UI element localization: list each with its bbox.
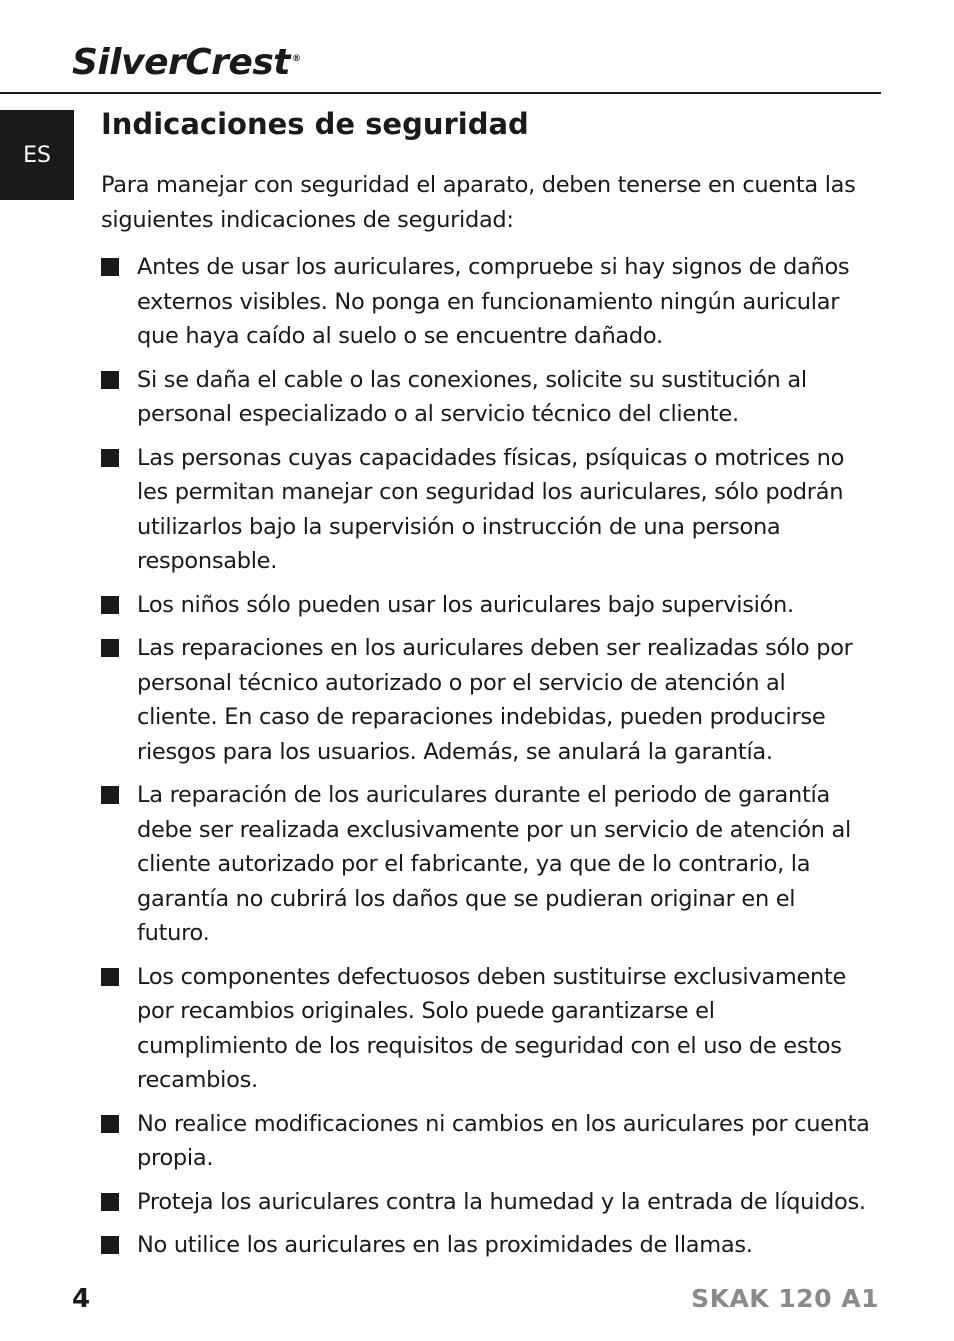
- square-bullet-icon: [101, 639, 119, 657]
- square-bullet-icon: [101, 258, 119, 276]
- list-item: [101, 363, 871, 432]
- page-title: Indicaciones de seguridad: [101, 107, 529, 141]
- model-code: SKAK 120 A1: [691, 1284, 879, 1313]
- safety-list: [101, 250, 871, 1263]
- main-content: [101, 104, 871, 1272]
- language-tab: [0, 110, 74, 200]
- list-item: [101, 778, 871, 951]
- trademark-symbol: ®: [291, 54, 301, 64]
- language-tab-label: ES: [23, 142, 51, 168]
- list-item-text: Los componentes defectuosos deben sustituirse exclusivamente por recambios originales. Solo puede garantizarse el cumplimiento de los requisitos de seguridad con el uso de estos recambios.: [137, 963, 847, 1093]
- page-number: 4: [72, 1284, 91, 1314]
- square-bullet-icon: [101, 968, 119, 986]
- list-item: [101, 1107, 871, 1176]
- square-bullet-icon: [101, 1115, 119, 1133]
- square-bullet-icon: [101, 371, 119, 389]
- square-bullet-icon: [101, 449, 119, 467]
- list-item-text: Las personas cuyas capacidades físicas, psíquicas o motrices no les permitan manejar con seguridad los auriculares, sólo podrán utilizarlos bajo la supervisión o instrucción de una persona responsable.: [137, 444, 845, 574]
- list-item-text: La reparación de los auriculares durante el periodo de garantía debe ser realizada exclusivamente por un servicio de atención al cliente autorizado por el fabricante, ya que de lo contrario, la garantía no cubrirá los daños que se pudieran originar en el futuro.: [137, 782, 851, 946]
- list-item: [101, 441, 871, 579]
- list-item-text: No realice modificaciones ni cambios en los auriculares por cuenta propia.: [137, 1110, 870, 1171]
- list-item-text: Los niños sólo pueden usar los auriculares bajo supervisión.: [137, 591, 794, 618]
- list-item: [101, 250, 871, 354]
- list-item: [101, 960, 871, 1098]
- square-bullet-icon: [101, 1193, 119, 1211]
- header-divider: [0, 92, 881, 94]
- list-item: [101, 588, 871, 623]
- list-item: [101, 1185, 871, 1220]
- list-item-text: No utilice los auriculares en las proximidades de llamas.: [137, 1232, 753, 1258]
- list-item-text: Antes de usar los auriculares, compruebe si hay signos de daños externos visibles. No ponga en funcionamiento ningún auricular que haya caído al suelo o se encuentre dañado.: [137, 254, 850, 349]
- brand-name: SilverCrest: [72, 42, 290, 83]
- list-item-text: Las reparaciones en los auriculares deben ser realizadas sólo por personal técnico autorizado o por el servicio de atención al cliente. En caso de reparaciones indebidas, pueden producirse riesgos para los usuarios. Además, se anulará la garantía.: [137, 635, 853, 765]
- brand-logo: [72, 42, 300, 83]
- list-item-text: Si se daña el cable o las conexiones, solicite su sustitución al personal especializado o al servicio técnico del cliente.: [137, 366, 807, 427]
- square-bullet-icon: [101, 596, 119, 614]
- intro-paragraph: Para manejar con seguridad el aparato, deben tenerse en cuenta las siguientes indicaciones de seguridad:: [101, 172, 856, 233]
- square-bullet-icon: [101, 786, 119, 804]
- list-item: [101, 1228, 871, 1263]
- list-item-text: Proteja los auriculares contra la humedad y la entrada de líquidos.: [137, 1188, 866, 1215]
- square-bullet-icon: [101, 1236, 119, 1254]
- list-item: [101, 631, 871, 769]
